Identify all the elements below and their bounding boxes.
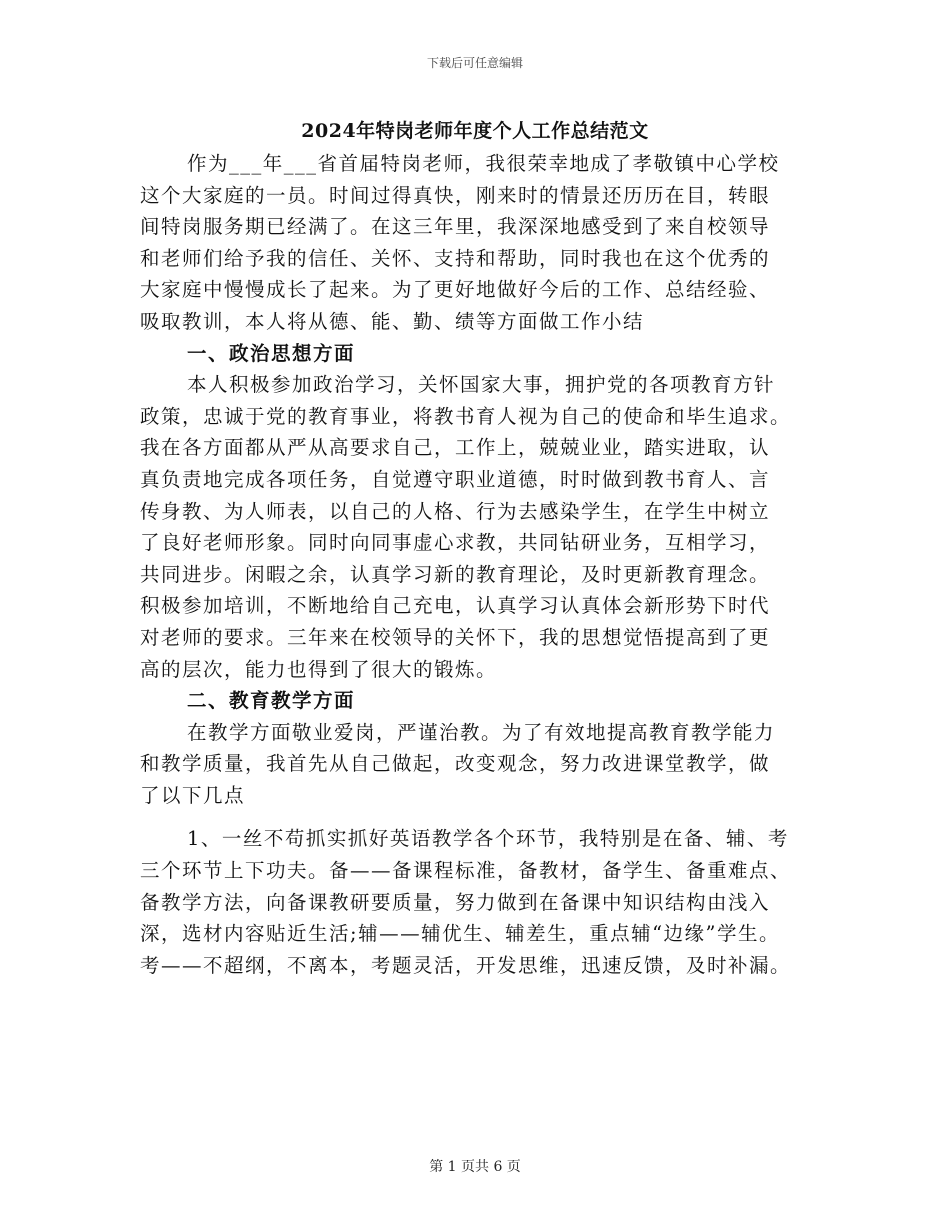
body-line: 高的层次，能力也得到了很大的锻炼。	[140, 657, 498, 681]
body-line: 深，选材内容贴近生活;辅——辅优生、辅差生，重点辅“边缘”学生。	[140, 922, 781, 946]
body-line: 考——不超纲，不离本，考题灵活，开发思维，迅速反馈，及时补漏。	[140, 953, 792, 977]
body-line: 共同进步。闲暇之余，认真学习新的教育理论，及时更新教育理念。	[140, 562, 771, 586]
header-note: 下载后可任意编辑	[426, 56, 523, 70]
body-line: 了良好老师形象。同时向同事虚心求教，共同钻研业务，互相学习，	[140, 531, 771, 555]
section-heading: 一、政治思想方面	[187, 341, 356, 365]
body-line: 政策，忠诚于党的教育事业，将教书育人视为自己的使命和毕生追求。	[140, 404, 792, 428]
body-line: 对老师的要求。三年来在校领导的关怀下，我的思想觉悟提高到了更	[140, 625, 771, 649]
body-line: 积极参加培训，不断地给自己充电，认真学习认真体会新形势下时代	[140, 594, 771, 618]
body-line: 传身教、为人师表，以自己的人格、行为去感染学生，在学生中树立	[140, 499, 771, 523]
body-line: 作为___年___省首届特岗老师，我很荣幸地成了孝敬镇中心学校	[187, 152, 780, 175]
body-line: 真负责地完成各项任务，自觉遵守职业道德，时时做到教书育人、言	[140, 467, 771, 491]
body-line: 这个大家庭的一员。时间过得真快，刚来时的情景还历历在目，转眼	[140, 183, 771, 207]
body-line: 1、一丝不苟抓实抓好英语教学各个环节，我特别是在备、辅、考	[187, 827, 789, 851]
body-line: 间特岗服务期已经满了。在这三年里，我深深地感受到了来自校领导	[140, 215, 771, 239]
body-line: 本人积极参加政治学习，关怀国家大事，拥护党的各项教育方针	[187, 373, 776, 397]
body-line: 备教学方法，向备课教研要质量，努力做到在备课中知识结构由浅入	[140, 890, 771, 914]
body-line: 在教学方面敬业爱岗，严谨治教。为了有效地提高教育教学能力	[187, 720, 776, 744]
body-line: 三个环节上下功夫。备——备课程标准，备教材，备学生、备重难点、	[140, 859, 792, 883]
body-line: 我在各方面都从严从高要求自己，工作上，兢兢业业，踏实进取，认	[140, 436, 771, 460]
document-title: 2024年特岗老师年度个人工作总结范文	[301, 120, 649, 142]
body-line: 和老师们给予我的信任、关怀、支持和帮助，同时我也在这个优秀的	[140, 246, 771, 270]
body-line: 和教学质量，我首先从自己做起，改变观念，努力改进课堂教学，做	[140, 752, 771, 776]
paragraph-gap	[140, 811, 820, 823]
body-line: 了以下几点	[140, 783, 246, 807]
document-body	[140, 148, 820, 981]
body-line: 大家庭中慢慢成长了起来。为了更好地做好今后的工作、总结经验、	[140, 278, 771, 302]
body-line: 吸取教训，本人将从德、能、勤、绩等方面做工作小结	[140, 309, 645, 333]
page-footer: 第 1 页共 6 页	[429, 1159, 521, 1175]
section-heading: 二、教育教学方面	[187, 689, 356, 713]
